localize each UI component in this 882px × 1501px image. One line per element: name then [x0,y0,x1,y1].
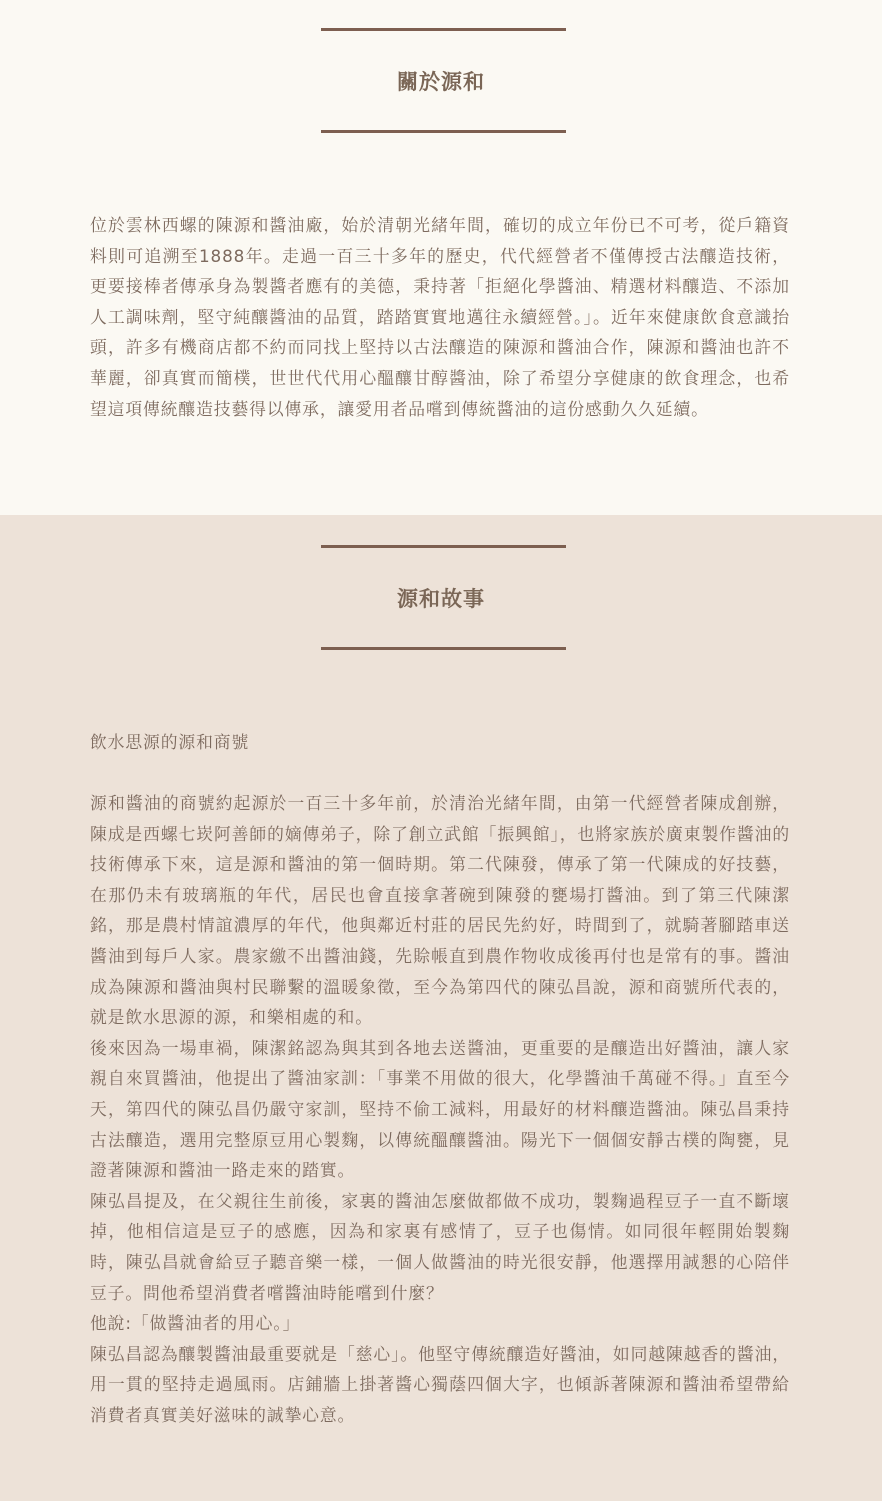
story-paragraph: 陳弘昌認為釀製醬油最重要就是「慈心」。他堅守傳統釀造好醬油，如同越陳越香的醬油，用一貫的堅持走過風雨。店鋪牆上掛著醬心獨蔭四個大字，也傾訴著陳源和醬油希望帶給消費者真實美好滋味的誠摯心意。 [90,1343,790,1425]
story-heading: 源和故事 [397,587,485,611]
story-paragraph: 源和醬油的商號約起源於一百三十多年前，於清治光緒年間，由第一代經營者陳成創辦，陳成是西螺七崁阿善師的嫡傳弟子，除了創立武館「振興館」，也將家族於廣東製作醬油的技術傳承下來，這是源和醬油的第一個時期。第二代陳發，傳承了第一代陳成的好技藝，在那仍未有玻璃瓶的年代，居民也會直接拿著碗到陳發的甕場打醬油。到了第三代陳潔銘，那是農村情誼濃厚的年代，他與鄰近村莊的居民先約好，時間到了，就騎著腳踏車送醬油到每戶人家。農家繳不出醬油錢，先賒帳直到農作物收成後再付也是常有的事。醬油成為陳源和醬油與村民聯繫的溫暖象徵，至今為第四代的陳弘昌說，源和商號所代表的，就是飲水思源的源，和樂相處的和。 [90,793,790,1028]
story-subtitle: 飲水思源的源和商號 [90,732,250,752]
about-section [0,0,882,515]
heading-bottom-rule [321,130,566,133]
heading-top-rule [321,28,566,31]
story-paragraph: 他說:「做醬油者的用心。」 [90,1313,301,1334]
heading-bottom-rule [321,647,566,650]
story-body [90,788,790,1430]
about-heading: 關於源和 [397,70,485,94]
heading-top-rule [321,545,566,548]
about-paragraph: 位於雲林西螺的陳源和醬油廠，始於清朝光緒年間，確切的成立年份已不可考，從戶籍資料則可追溯至1888年。走過一百三十多年的歷史，代代經營者不僅傳授古法釀造技術，更要接棒者傳承身為製醬者應有的美德，秉持著「拒絕化學醬油、精選材料釀造、不添加人工調味劑，堅守純釀醬油的品質，踏踏實實地邁往永續經營。」。近年來健康飲食意識抬頭，許多有機商店都不約而同找上堅持以古法釀造的陳源和醬油合作，陳源和醬油也許不華麗，卻真實而簡樸，世世代代用心醞釀甘醇醬油，除了希望分享健康的飲食理念，也希望這項傳統釀造技藝得以傳承，讓愛用者品嚐到傳統醬油的這份感動久久延續。 [90,215,790,419]
story-section [0,515,882,1501]
story-paragraph: 後來因為一場車禍，陳潔銘認為與其到各地去送醬油，更重要的是釀造出好醬油，讓人家親自來買醬油，他提出了醬油家訓：「事業不用做的很大，化學醬油千萬碰不得。」直至今天，第四代的陳弘昌仍嚴守家訓，堅持不偷工減料，用最好的材料釀造醬油。陳弘昌秉持古法釀造，選用完整原豆用心製麴，以傳統醞釀醬油。陽光下一個個安靜古樸的陶甕，見證著陳源和醬油一路走來的踏實。 [90,1037,790,1181]
story-paragraph: 陳弘昌提及，在父親往生前後，家裏的醬油怎麼做都做不成功，製麴過程豆子一直不斷壞掉，他相信這是豆子的感應，因為和家裏有感情了，豆子也傷情。如同很年輕開始製麴時，陳弘昌就會給豆子聽音樂一樣，一個人做醬油的時光很安靜，他選擇用誠懇的心陪伴豆子。問他希望消費者嚐醬油時能嚐到什麼？ [90,1190,790,1303]
